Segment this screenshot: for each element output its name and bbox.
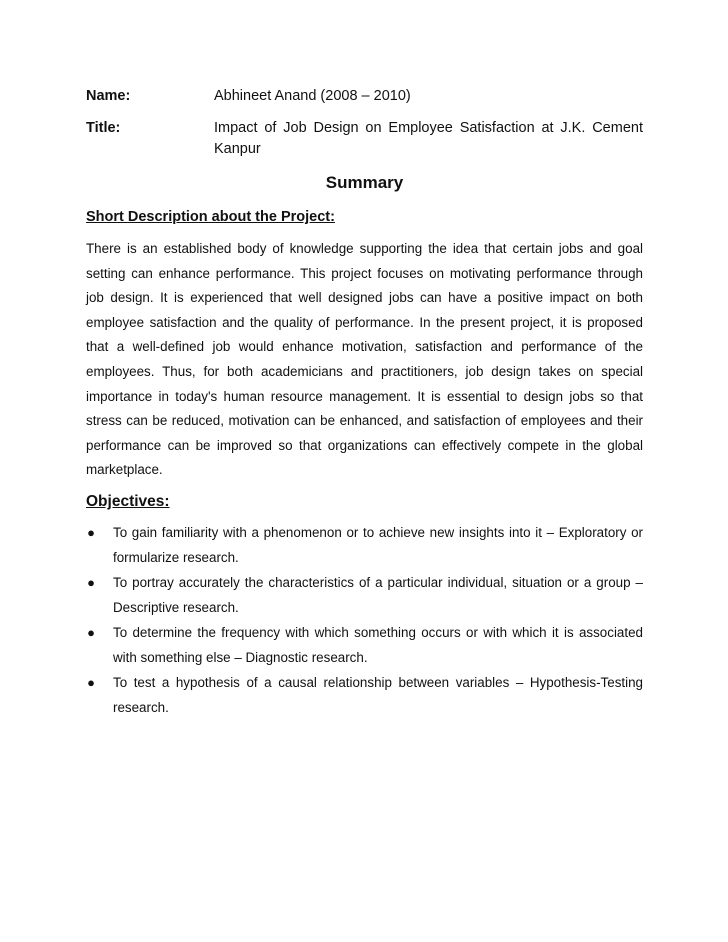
summary-heading: Summary — [325, 173, 404, 192]
short-description-heading: Short Description about the Project: — [86, 209, 335, 225]
bullet-icon: ● — [87, 525, 95, 540]
title-label: Title: — [86, 120, 121, 136]
objectives-heading: Objectives: — [86, 493, 170, 510]
objective-text: To test a hypothesis of a causal relationship between variables – Hypothesis-Testing research. — [113, 675, 643, 715]
list-item — [86, 570, 643, 620]
objective-text: To gain familiarity with a phenomenon or to achieve new insights into it – Exploratory or formularize research. — [113, 525, 643, 565]
list-item — [86, 620, 643, 670]
objective-text: To determine the frequency with which something occurs or with which it is associated with something else – Diagnostic research. — [113, 625, 643, 665]
list-item — [86, 520, 643, 570]
title-value: Impact of Job Design on Employee Satisfaction at J.K. Cement Kanpur — [214, 120, 643, 157]
list-item — [86, 670, 643, 720]
bullet-icon: ● — [87, 625, 95, 640]
name-label: Name: — [86, 88, 131, 104]
short-description-paragraph: There is an established body of knowledge supporting the idea that certain jobs and goal setting can enhance performance. This project focuses on motivating performance through job design. It is experienced that well designed jobs can have a positive impact on both employee satisfaction and the quality of performance. In the present project, it is proposed that a well-defined job would enhance motivation, satisfaction and performance of the employees. Thus, for both academicians and practitioners, job design takes on special importance in today's human resource management. It is essential to design jobs so that stress can be reduced, motivation can be enhanced, and satisfaction of employees and their performance can be improved so that organizations can effectively compete in the global marketplace. — [86, 241, 643, 478]
objectives-list — [86, 520, 643, 720]
objective-text: To portray accurately the characteristics of a particular individual, situation or a group – Descriptive research. — [113, 575, 643, 615]
bullet-icon: ● — [87, 575, 95, 590]
name-value: Abhineet Anand (2008 – 2010) — [214, 88, 411, 104]
bullet-icon: ● — [87, 675, 95, 690]
